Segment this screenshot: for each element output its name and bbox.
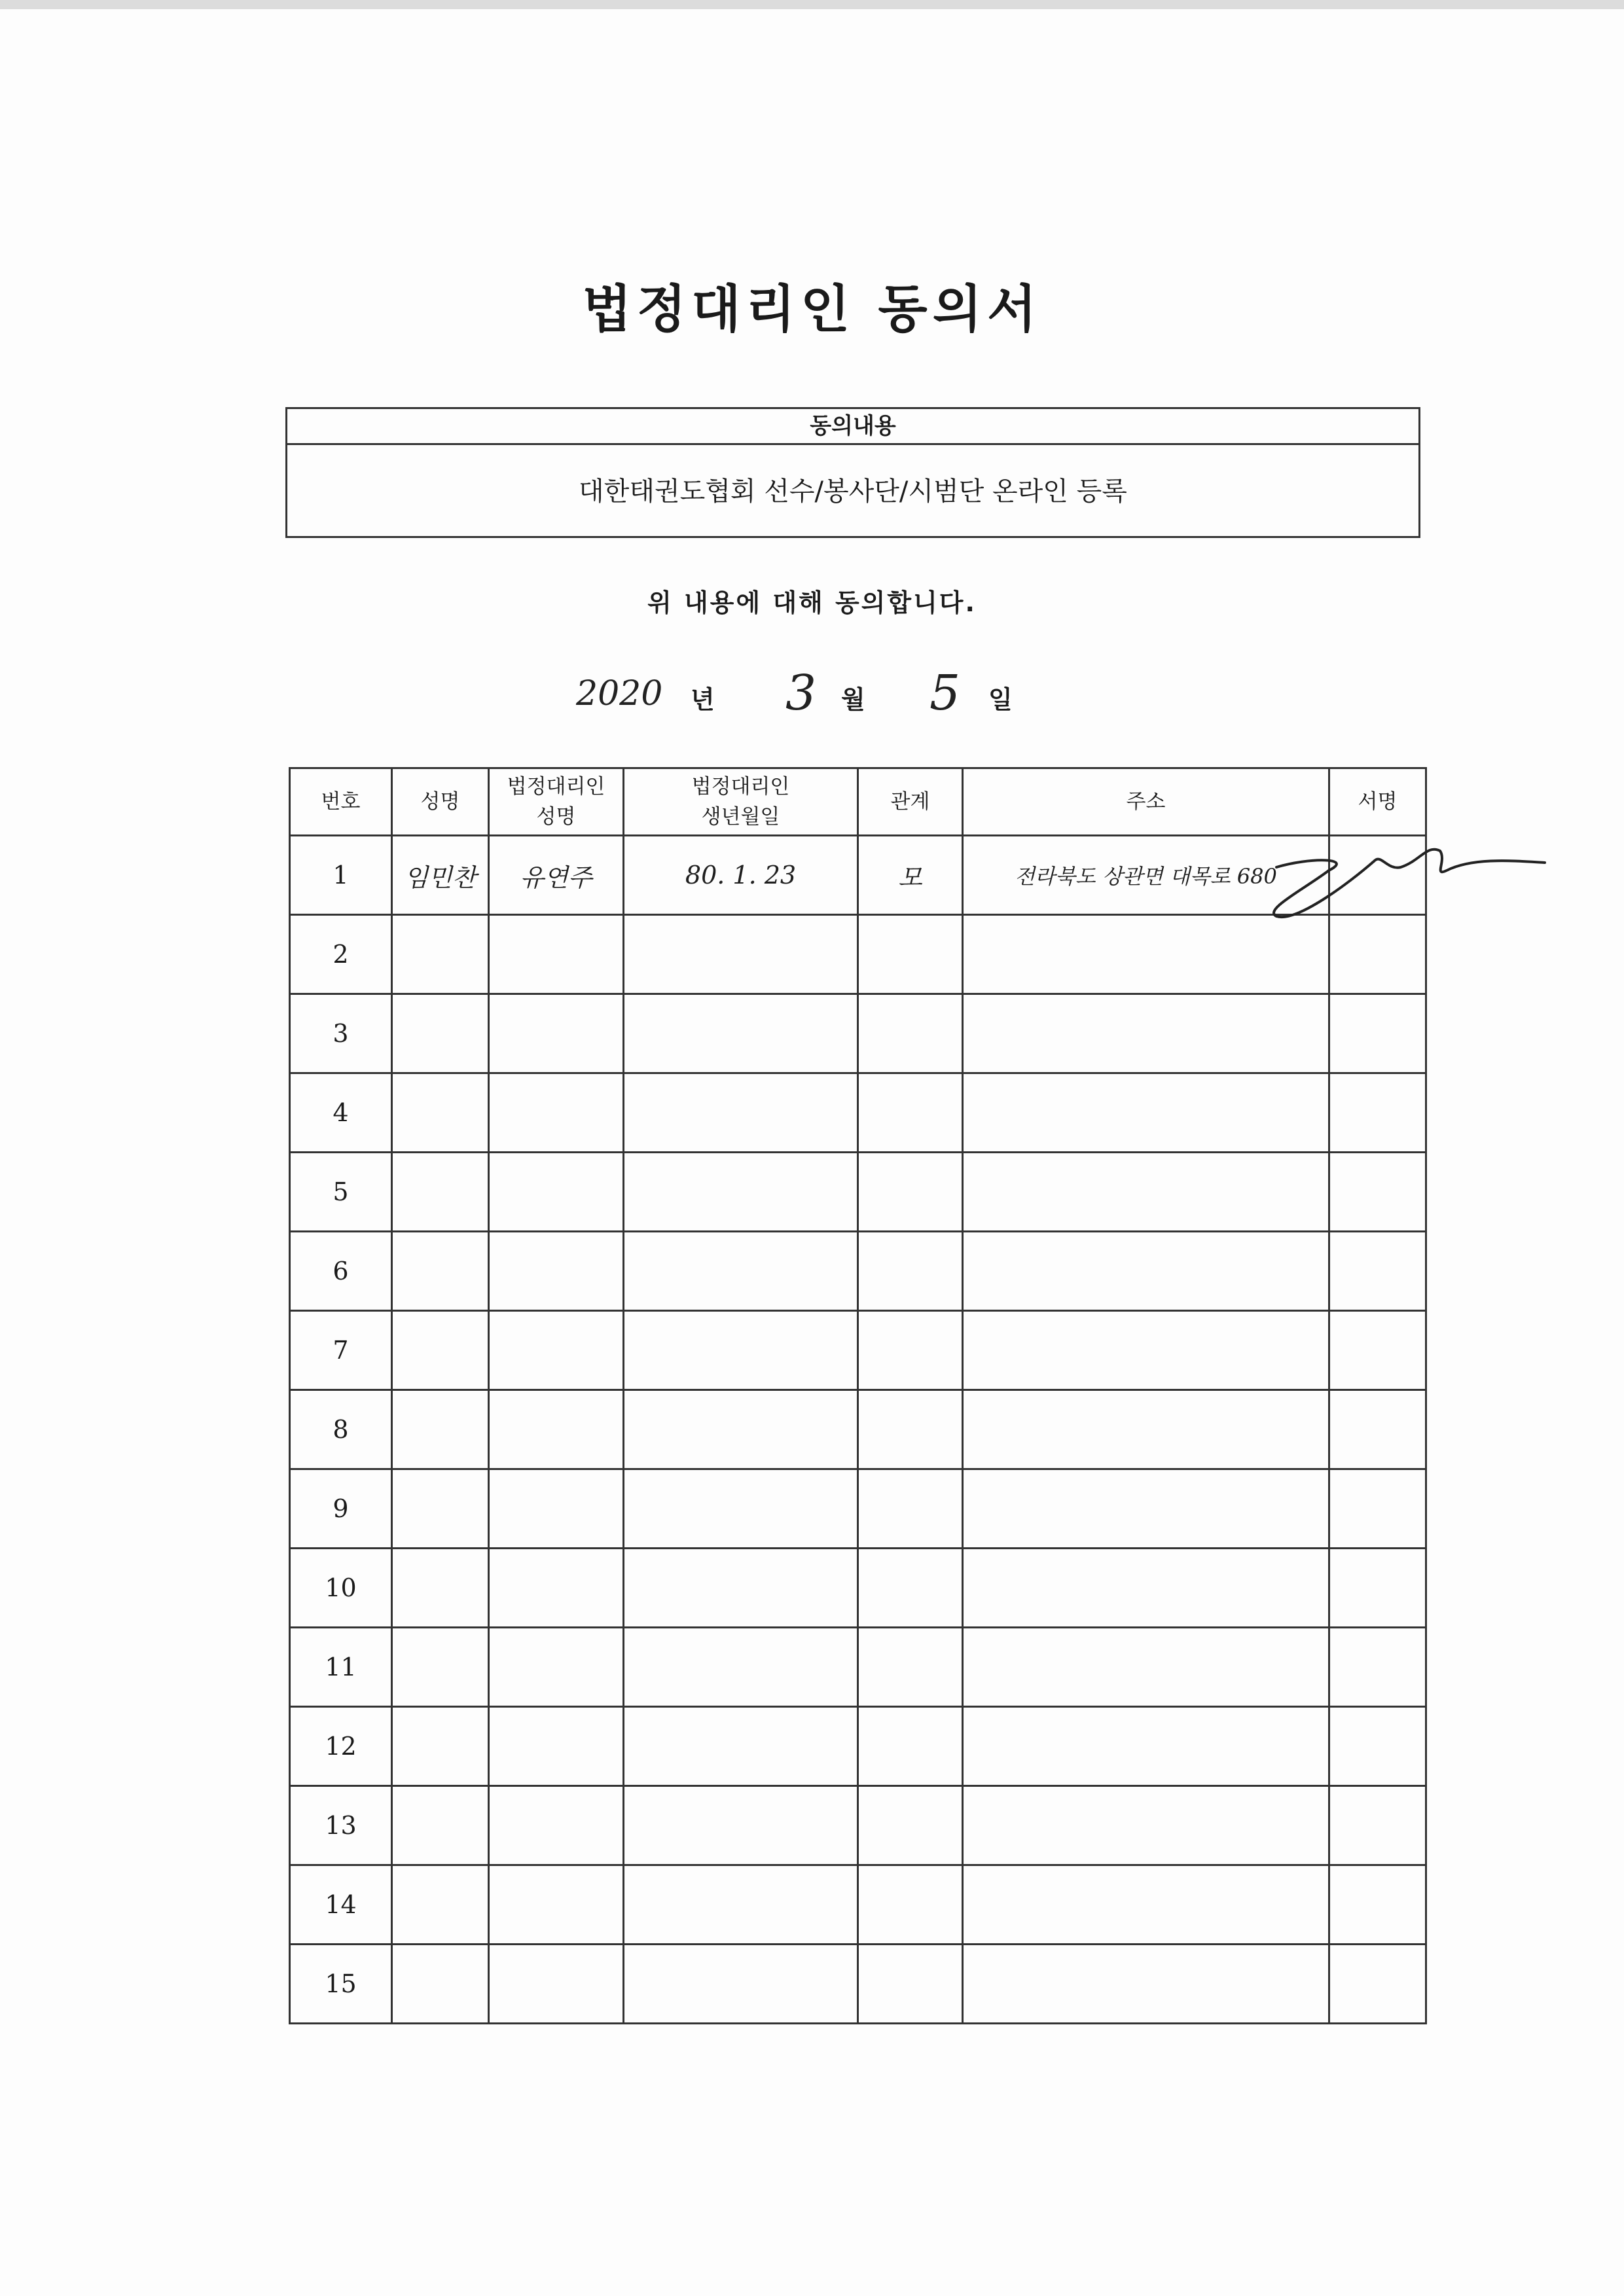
table-cell xyxy=(392,1073,489,1153)
date-year-unit: 년 xyxy=(691,685,715,714)
table-cell xyxy=(1329,994,1426,1073)
table-cell xyxy=(392,1707,489,1786)
table-cell xyxy=(392,1865,489,1945)
table-cell xyxy=(489,1628,624,1707)
row-number-cell: 6 xyxy=(290,1232,392,1311)
row-number-cell: 1 xyxy=(290,836,392,915)
table-cell xyxy=(489,1786,624,1865)
table-cell xyxy=(963,1628,1329,1707)
consent-box xyxy=(285,407,1420,538)
table-cell xyxy=(489,1945,624,2024)
table-header-cell: 서명 xyxy=(1329,768,1426,836)
table-header-cell: 관계 xyxy=(858,768,963,836)
row-number-cell: 15 xyxy=(290,1945,392,2024)
table-cell: 80. 1. 23 xyxy=(624,836,858,915)
table-cell xyxy=(1329,1469,1426,1549)
table-cell: 유연주 xyxy=(489,836,624,915)
table-cell xyxy=(963,1549,1329,1628)
table-row xyxy=(290,1786,1426,1865)
table-cell: 임민찬 xyxy=(392,836,489,915)
table-cell xyxy=(489,1232,624,1311)
table-cell xyxy=(392,1945,489,2024)
table-row xyxy=(290,1945,1426,2024)
table-row xyxy=(290,1073,1426,1153)
table-cell xyxy=(489,994,624,1073)
table-cell xyxy=(963,1390,1329,1469)
table-cell xyxy=(624,1707,858,1786)
row-number-cell: 2 xyxy=(290,915,392,994)
table-cell xyxy=(1329,1865,1426,1945)
table-cell xyxy=(624,1786,858,1865)
table-cell xyxy=(858,1786,963,1865)
table-cell xyxy=(489,1865,624,1945)
table-cell xyxy=(392,915,489,994)
table-cell xyxy=(963,1469,1329,1549)
table-cell xyxy=(1329,1311,1426,1390)
date-year: 2020 xyxy=(576,674,663,713)
registration-table xyxy=(289,767,1427,2024)
signature-mark xyxy=(1250,831,1551,929)
table-cell xyxy=(392,1786,489,1865)
table-row xyxy=(290,1232,1426,1311)
table-cell xyxy=(858,1153,963,1232)
row-number-cell: 14 xyxy=(290,1865,392,1945)
row-number-cell: 12 xyxy=(290,1707,392,1786)
row-number-cell: 5 xyxy=(290,1153,392,1232)
date-line xyxy=(576,661,1100,733)
table-cell xyxy=(624,1073,858,1153)
table-cell: 전라북도 상관면 대목로 680 xyxy=(963,836,1329,915)
row-number-cell: 10 xyxy=(290,1549,392,1628)
table-cell xyxy=(963,1945,1329,2024)
table-cell xyxy=(858,1549,963,1628)
table-cell xyxy=(963,1232,1329,1311)
table-cell xyxy=(392,1153,489,1232)
table-cell xyxy=(624,994,858,1073)
table-cell xyxy=(858,994,963,1073)
table-cell xyxy=(392,1311,489,1390)
table-cell xyxy=(858,1232,963,1311)
table-header-row xyxy=(290,768,1426,836)
table-body xyxy=(290,836,1426,2024)
table-cell xyxy=(624,915,858,994)
table-cell xyxy=(1329,1707,1426,1786)
row-number-cell: 8 xyxy=(290,1390,392,1469)
consent-header: 동의내용 xyxy=(287,409,1418,445)
table-cell xyxy=(1329,1232,1426,1311)
table-cell xyxy=(963,994,1329,1073)
table-cell xyxy=(1329,1390,1426,1469)
table-cell xyxy=(489,1153,624,1232)
row-number-cell: 7 xyxy=(290,1311,392,1390)
table-cell xyxy=(489,1311,624,1390)
table-header-cell: 성명 xyxy=(392,768,489,836)
table-row xyxy=(290,1311,1426,1390)
row-number-cell: 9 xyxy=(290,1469,392,1549)
table-row xyxy=(290,1390,1426,1469)
table-cell xyxy=(963,1865,1329,1945)
table-cell xyxy=(1329,1153,1426,1232)
table-cell xyxy=(624,1153,858,1232)
table-cell xyxy=(858,1469,963,1549)
table-cell xyxy=(963,1311,1329,1390)
table-cell xyxy=(858,1390,963,1469)
table-row xyxy=(290,1707,1426,1786)
table-cell xyxy=(858,1865,963,1945)
table-row xyxy=(290,1153,1426,1232)
table-cell xyxy=(963,1153,1329,1232)
table-header-cell: 법정대리인 생년월일 xyxy=(624,768,858,836)
table-cell xyxy=(858,1945,963,2024)
consent-body: 대한태권도협회 선수/봉사단/시범단 온라인 등록 xyxy=(579,476,1127,507)
table-cell xyxy=(392,1390,489,1469)
table-cell xyxy=(1329,1628,1426,1707)
table-cell xyxy=(392,1549,489,1628)
table-cell xyxy=(1329,1786,1426,1865)
table-cell xyxy=(624,1945,858,2024)
table-cell xyxy=(858,1311,963,1390)
table-cell xyxy=(489,1707,624,1786)
table-row xyxy=(290,1865,1426,1945)
table-row xyxy=(290,1549,1426,1628)
table-header-cell: 법정대리인 성명 xyxy=(489,768,624,836)
table-cell xyxy=(489,1549,624,1628)
table-cell: 모 xyxy=(858,836,963,915)
table-cell xyxy=(858,1073,963,1153)
table-cell xyxy=(489,1469,624,1549)
row-number-cell: 13 xyxy=(290,1786,392,1865)
row-number-cell: 3 xyxy=(290,994,392,1073)
date-month-unit: 월 xyxy=(841,685,865,714)
table-cell xyxy=(1329,1073,1426,1153)
table-cell xyxy=(624,1469,858,1549)
table-row xyxy=(290,994,1426,1073)
table-cell xyxy=(963,1786,1329,1865)
table-cell xyxy=(624,1865,858,1945)
row-number-cell: 11 xyxy=(290,1628,392,1707)
table-cell xyxy=(624,1390,858,1469)
table-cell xyxy=(624,1311,858,1390)
agreement-statement: 위 내용에 대해 동의합니다. xyxy=(647,588,977,617)
table-header-cell: 주소 xyxy=(963,768,1329,836)
table-cell xyxy=(392,994,489,1073)
date-month: 3 xyxy=(785,665,817,721)
table-header-cell: 번호 xyxy=(290,768,392,836)
table-cell xyxy=(489,1390,624,1469)
row-number-cell: 4 xyxy=(290,1073,392,1153)
table-cell xyxy=(392,1469,489,1549)
date-day-unit: 일 xyxy=(988,685,1013,714)
table-cell xyxy=(624,1549,858,1628)
table-row xyxy=(290,1628,1426,1707)
page-title: 법정대리인 동의서 xyxy=(582,280,1042,339)
table-cell xyxy=(489,915,624,994)
table-cell xyxy=(858,1628,963,1707)
table-cell xyxy=(489,1073,624,1153)
table-row xyxy=(290,1469,1426,1549)
table-cell xyxy=(392,1628,489,1707)
table-cell xyxy=(1329,1945,1426,2024)
scan-edge xyxy=(0,0,1624,9)
table-cell xyxy=(963,1707,1329,1786)
table-cell xyxy=(624,1628,858,1707)
table-cell xyxy=(624,1232,858,1311)
table-cell xyxy=(858,1707,963,1786)
table-cell xyxy=(858,915,963,994)
table-cell xyxy=(392,1232,489,1311)
table-cell xyxy=(1329,1549,1426,1628)
date-day: 5 xyxy=(929,665,961,721)
table-cell xyxy=(963,1073,1329,1153)
